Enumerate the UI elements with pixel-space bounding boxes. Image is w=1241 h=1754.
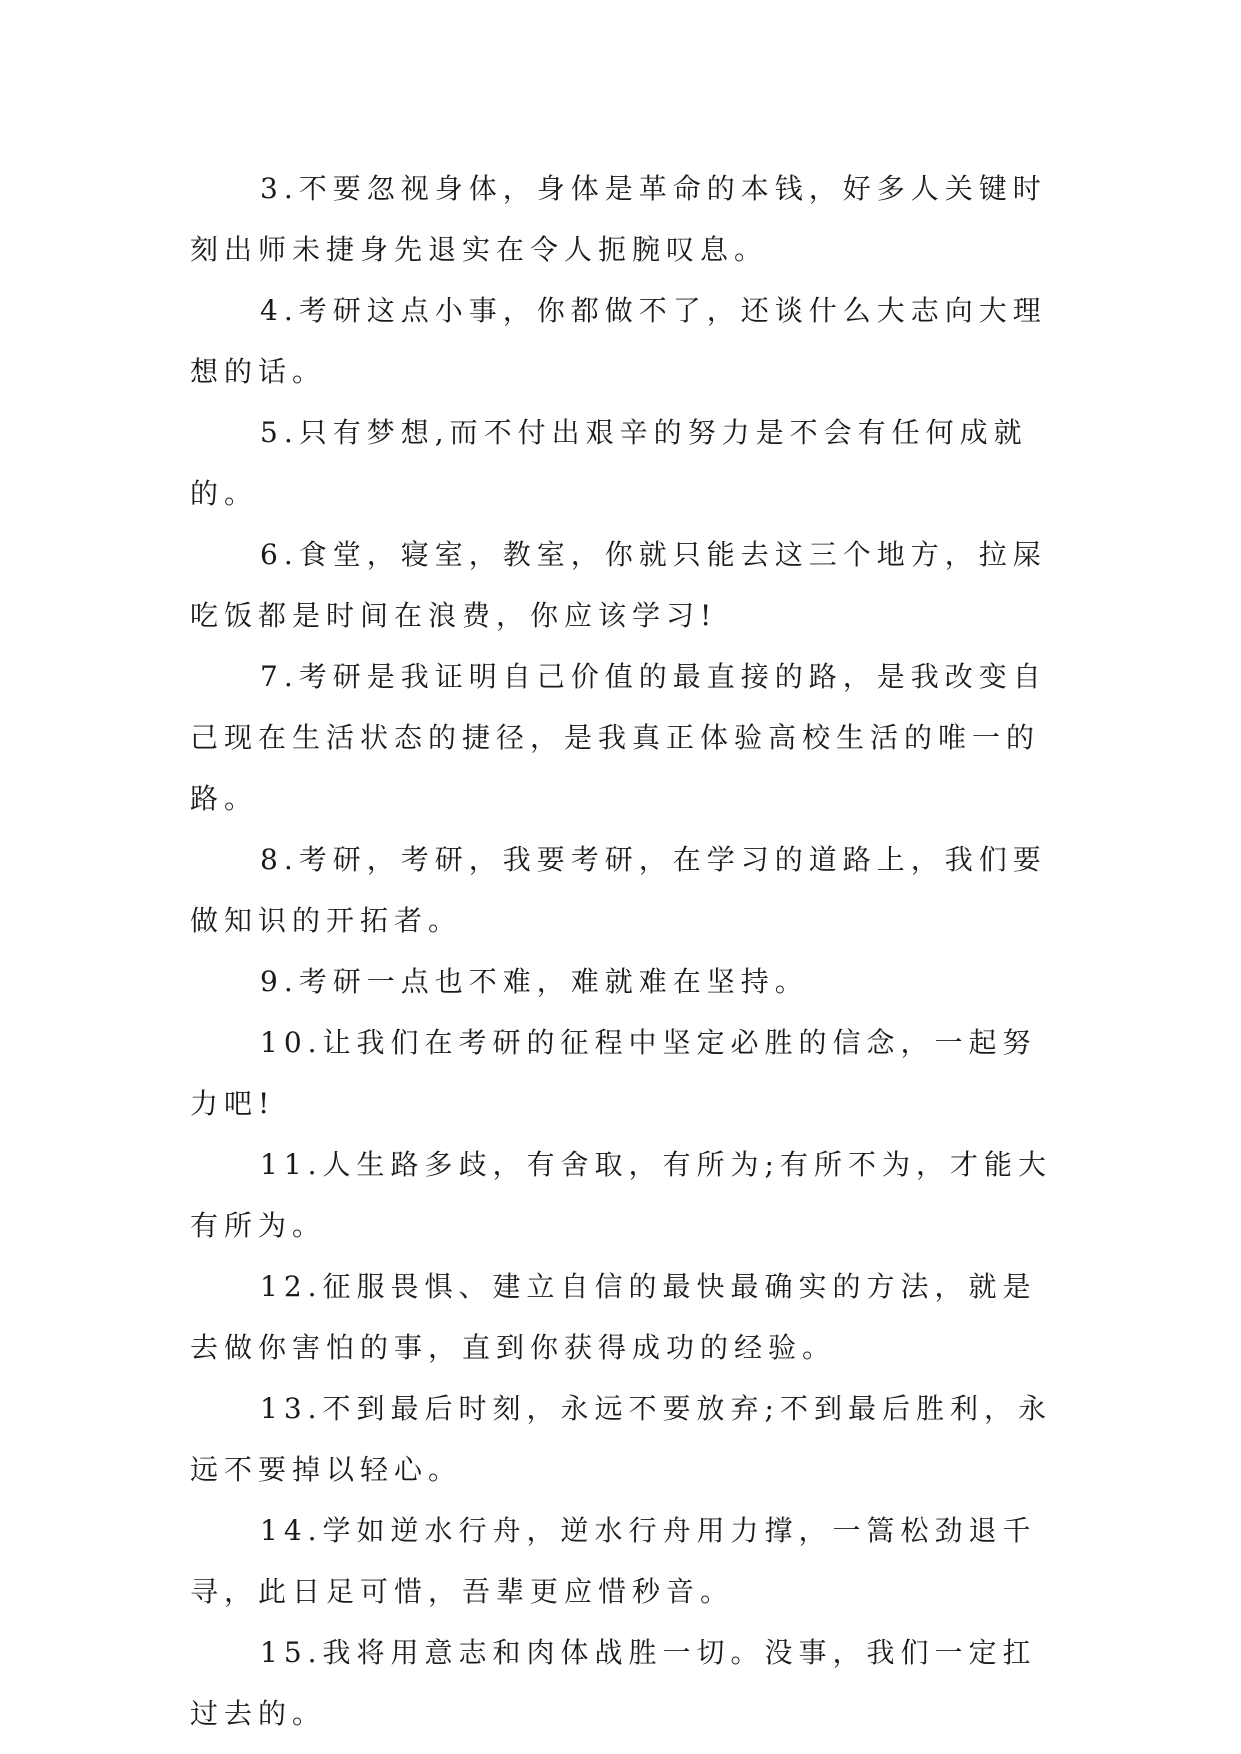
paragraph-item: 12.征服畏惧、建立自信的最快最确实的方法，就是去做你害怕的事，直到你获得成功的经验。 [190, 1270, 1037, 1364]
document-body [190, 158, 1070, 1744]
paragraph-item: 14.学如逆水行舟，逆水行舟用力撑，一篙松劲退千寻，此日足可惜，吾辈更应惜秒音。 [190, 1514, 1037, 1608]
paragraph-item: 3.不要忽视身体，身体是革命的本钱，好多人关键时刻出师未捷身先退实在令人扼腕叹息。 [190, 172, 1047, 266]
paragraph-item: 6.食堂，寝室，教室，你就只能去这三个地方，拉屎吃饭都是时间在浪费，你应该学习! [190, 538, 1047, 632]
paragraph-item: 13.不到最后时刻，永远不要放弃;不到最后胜利，永远不要掉以轻心。 [190, 1392, 1052, 1486]
paragraph-item: 15.我将用意志和肉体战胜一切。没事，我们一定扛过去的。 [190, 1636, 1037, 1730]
paragraph-item: 9.考研一点也不难，难就难在坚持。 [260, 965, 809, 998]
paragraph-item: 10.让我们在考研的征程中坚定必胜的信念，一起努力吧! [190, 1026, 1037, 1120]
paragraph-item: 7.考研是我证明自己价值的最直接的路，是我改变自己现在生活状态的捷径，是我真正体验高校生活的唯一的路。 [190, 660, 1047, 815]
paragraph-item: 5.只有梦想,而不付出艰辛的努力是不会有任何成就的。 [190, 416, 1028, 510]
paragraph-item: 4.考研这点小事，你都做不了，还谈什么大志向大理想的话。 [190, 294, 1047, 388]
paragraph-item: 8.考研，考研，我要考研，在学习的道路上，我们要做知识的开拓者。 [190, 843, 1047, 937]
paragraph-item: 11.人生路多歧，有舍取，有所为;有所不为，才能大有所为。 [190, 1148, 1052, 1242]
